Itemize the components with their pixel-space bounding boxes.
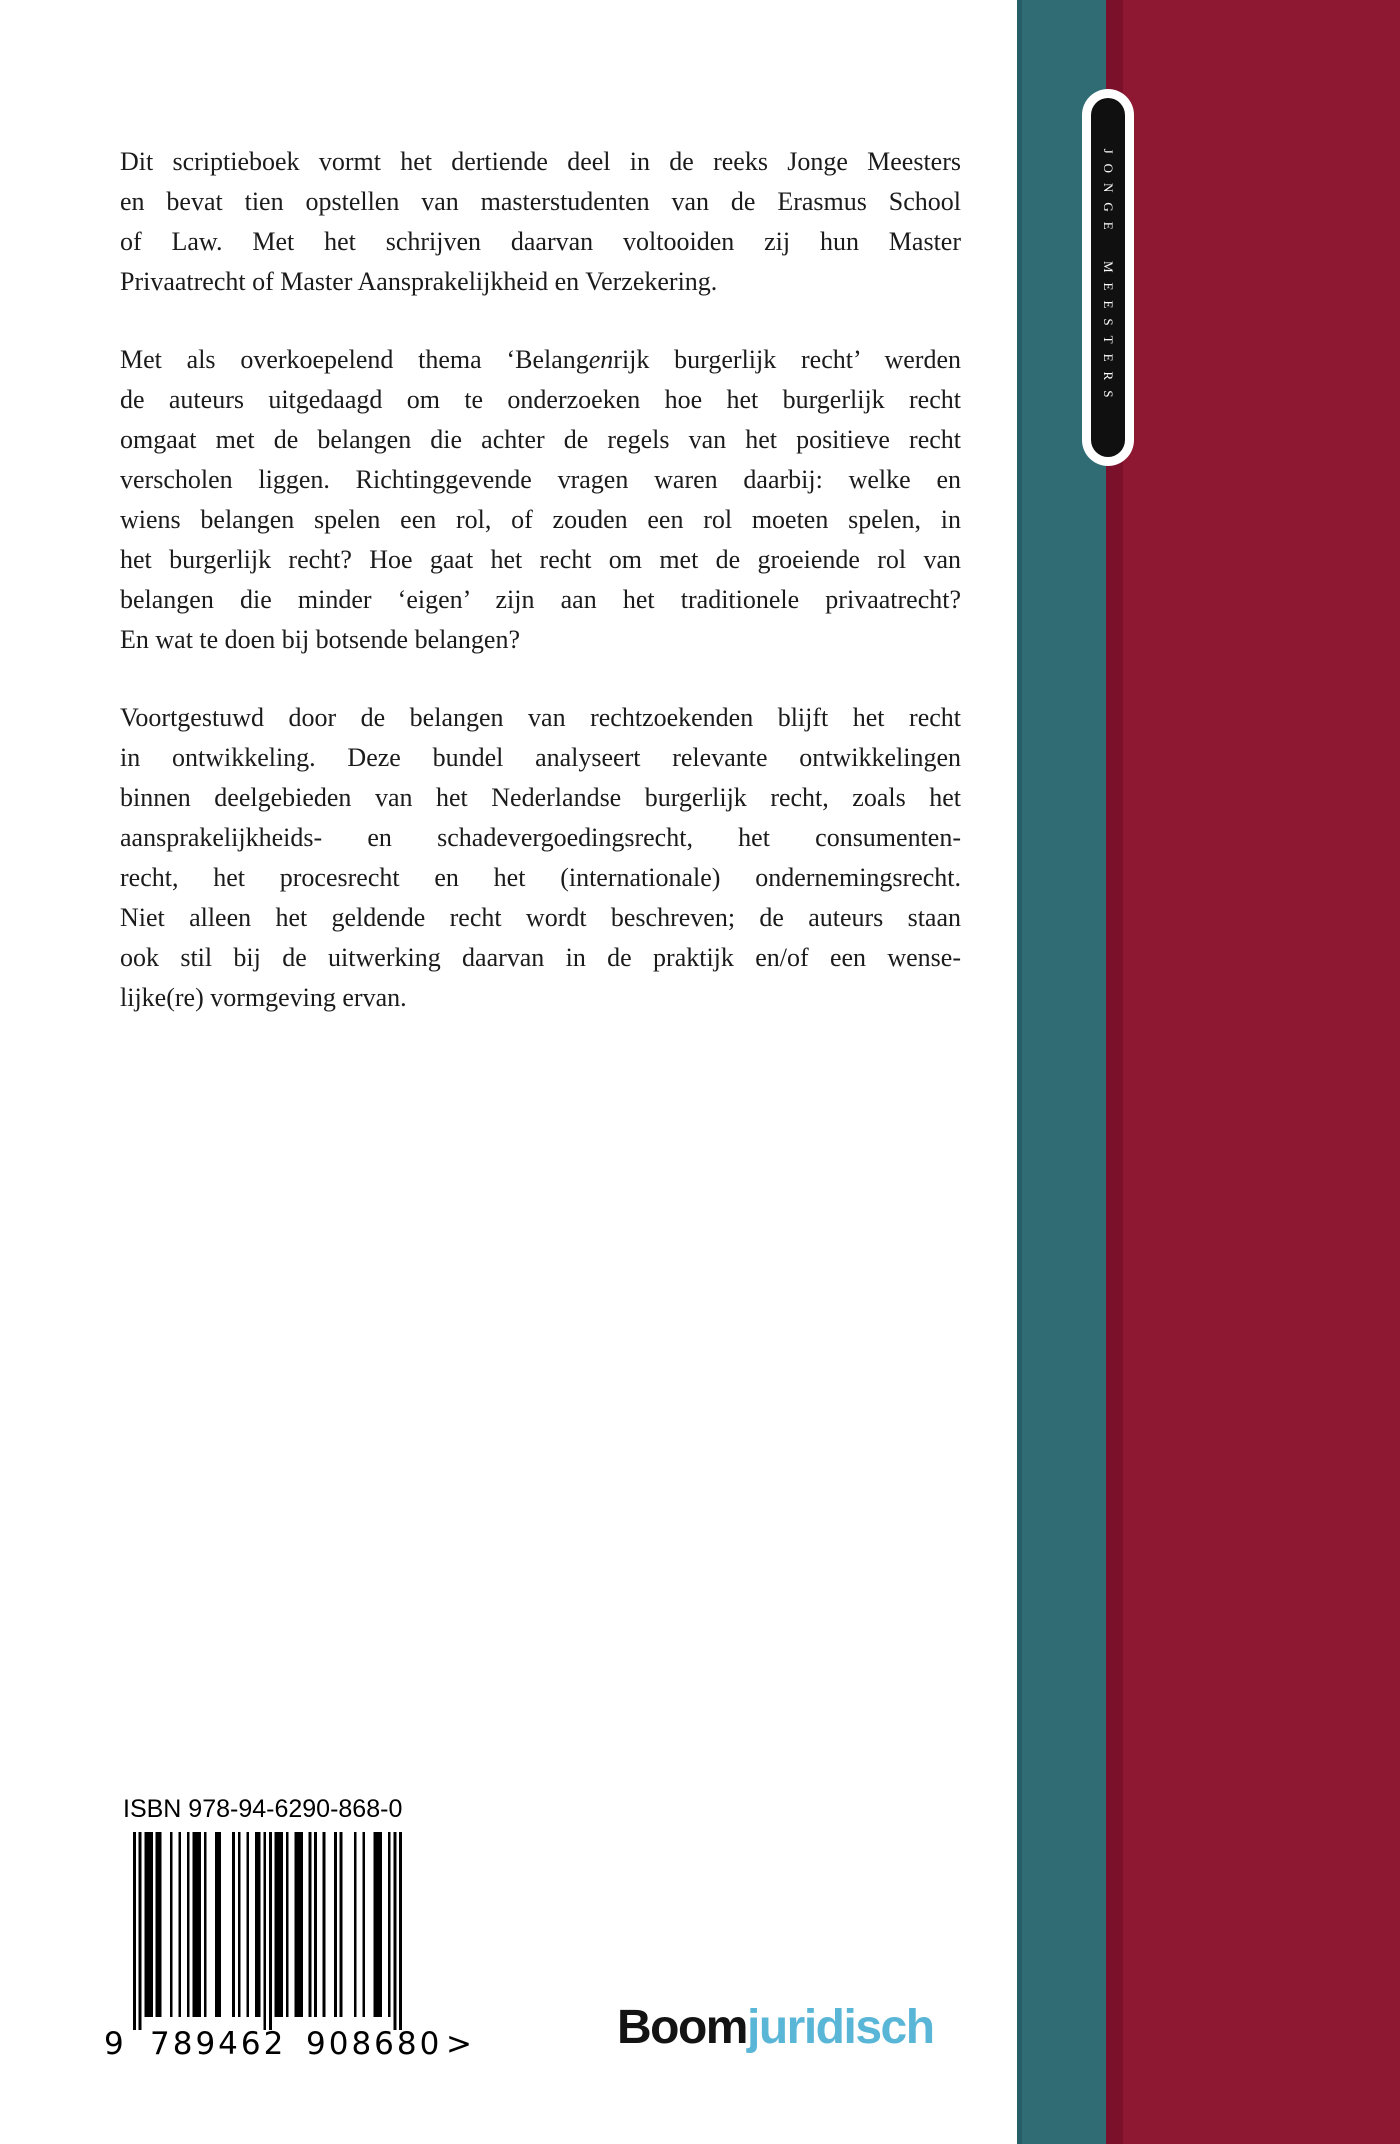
publisher-logo — [617, 2000, 934, 2055]
barcode-digits-left: 789462 — [150, 2026, 287, 2062]
back-cover-text — [120, 142, 961, 1056]
spine-stripe-red — [1106, 0, 1400, 2144]
text-line: binnen deelgebieden van het Nederlandse burgerlijk recht, zoals het — [120, 783, 961, 812]
text-line: en bevat tien opstellen van masterstudenten van de Erasmus School — [120, 187, 961, 216]
paragraph — [120, 698, 961, 1018]
barcode-digits-right: 908680 — [306, 2026, 443, 2062]
text-line: lijke(re) vormgeving ervan. — [120, 983, 407, 1012]
paragraph — [120, 142, 961, 302]
text-line: Met als overkoepelend thema ‘Belangenrijk burgerlijk recht’ werden — [120, 345, 961, 374]
ean-barcode — [133, 1832, 402, 2030]
text-line: het burgerlijk recht? Hoe gaat het recht om met de groeiende rol van — [120, 545, 961, 574]
text-line: Privaatrecht of Master Aansprakelijkheid en Verzekering. — [120, 267, 718, 296]
jonge-meesters-badge — [1082, 89, 1134, 466]
logo-boom: Boom — [617, 2001, 747, 2054]
text-line: belangen die minder ‘eigen’ zijn aan het traditionele privaatrecht? — [120, 585, 961, 614]
text-line: Voortgestuwd door de belangen van rechtzoekenden blijft het recht — [120, 703, 961, 732]
text-line: of Law. Met het schrijven daarvan voltooiden zij hun Master — [120, 227, 961, 256]
series-badge-label: JONGE MEESTERS — [1101, 148, 1116, 407]
text-line: ook stil bij de uitwerking daarvan in de praktijk en/of een wense- — [120, 943, 961, 972]
text-line: recht, het procesrecht en het (internationale) ondernemingsrecht. — [120, 863, 961, 892]
text-line: wiens belangen spelen een rol, of zouden een rol moeten spelen, in — [120, 505, 961, 534]
text-line: in ontwikkeling. Deze bundel analyseert relevante ontwikkelingen — [120, 743, 961, 772]
jonge-meesters-badge-inner — [1091, 98, 1125, 457]
paragraph — [120, 340, 961, 660]
barcode-digit-first: 9 — [104, 2026, 124, 2062]
text-line: aansprakelijkheids- en schadevergoedingsrecht, het consumenten- — [120, 823, 961, 852]
logo-juridisch: juridisch — [746, 2001, 934, 2054]
text-line: de auteurs uitgedaagd om te onderzoeken hoe het burgerlijk recht — [120, 385, 961, 414]
isbn-label: ISBN 978-94-6290-868-0 — [123, 1795, 403, 1823]
text-line: En wat te doen bij botsende belangen? — [120, 625, 520, 654]
text-line: Dit scriptieboek vormt het dertiende deel in de reeks Jonge Meesters — [120, 147, 961, 176]
text-line: omgaat met de belangen die achter de regels van het positieve recht — [120, 425, 961, 454]
text-line: Niet alleen het geldende recht wordt beschreven; de auteurs staan — [120, 903, 961, 932]
text-line: verscholen liggen. Richtinggevende vragen waren daarbij: welke en — [120, 465, 961, 494]
barcode-arrow-icon: > — [446, 2026, 472, 2062]
spine-stripe-teal-edge — [1017, 0, 1022, 2144]
